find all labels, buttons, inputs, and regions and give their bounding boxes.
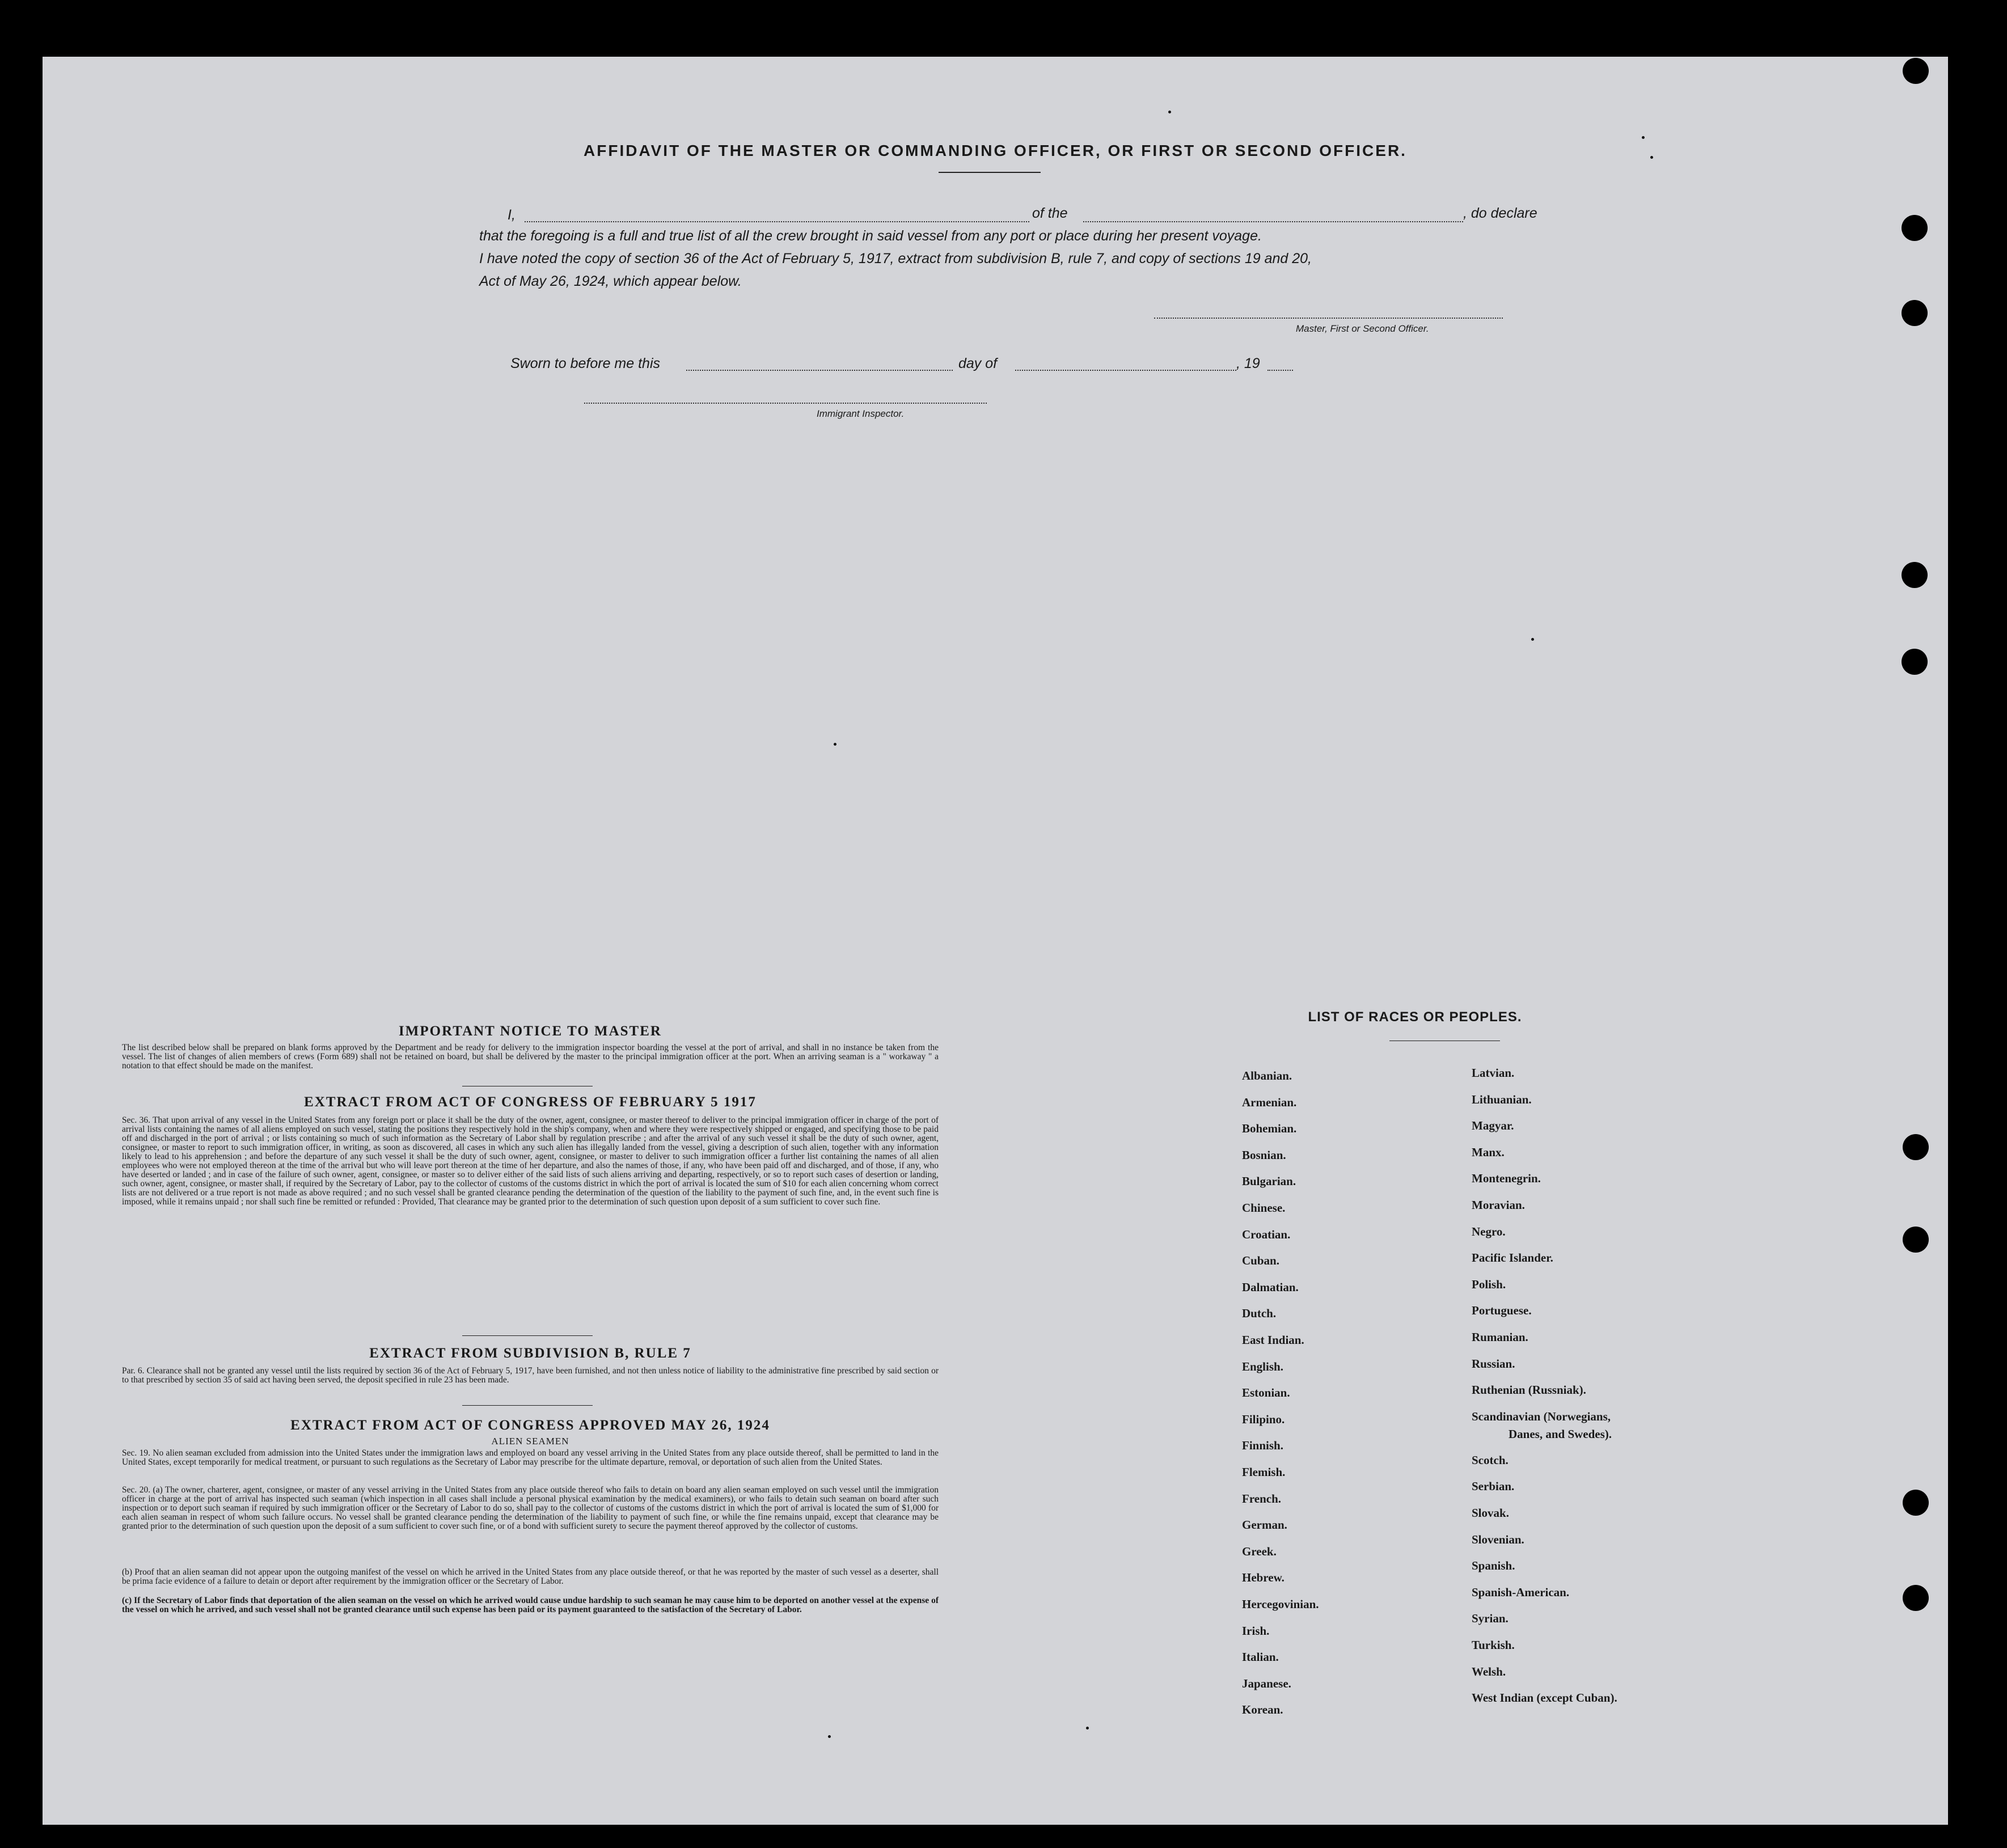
rule7-divider: [462, 1405, 593, 1406]
race-item: Spanish-American.: [1472, 1585, 1570, 1599]
speck: [1168, 111, 1171, 113]
race-item: Rumanian.: [1472, 1330, 1528, 1344]
race-item: Irish.: [1242, 1623, 1270, 1638]
race-item: Syrian.: [1472, 1612, 1509, 1626]
name-blank[interactable]: [525, 221, 1029, 222]
extract-1924-title: EXTRACT FROM ACT OF CONGRESS APPROVED MAY 26, 1924: [290, 1418, 770, 1433]
extract-1917-text: Sec. 36. That upon arrival of any vessel in the United States from any foreign port or place it shall be the duty of the owner, agent, consignee, or master thereof to deliver to the principal immigration officer in charge of the port of arrival lists containing the names of all aliens employed on such vessel, stating the positions they respectively hold in the ship's company, when and where they were respectively shipped or engaged, and specifying those to be paid off and discharged in the port of arrival ; or lists containing so much of such information as the Secretary of Labor shall by regulation prescribe ; and after the arrival of any such vessel it shall be the duty of such owner, agent, consignee, or master to report to such immigration officer, in writing, as soon as discovered, all cases in which any such alien has illegally landed from the vessel, giving a description of such alien, together with any information likely to lead to his apprehension ; and before the departure of any such vessel it shall be the duty of such owner, agent, consignee, or master to deliver to such immigration officer a further list containing the names of all alien employees who were not employed thereon at the time of the arrival but who will leave port thereon at the time of her departure, and also the names of those, if any, who have been paid off and discharged, and of those, if any, who have deserted or landed ; and in case of the failure of such owner, agent, consignee, or master so to deliver either of the said lists of such aliens arriving and departing, respectively, or so to report such cases of desertion or landing, such owner, agent, consignee, or master shall, if required by the Secretary of Labor, pay to the collector of customs of the customs district in which the port of arrival is located the sum of $10 for each alien concerning whom correct lists are not delivered or a true report is not made as above required ; and no such vessel shall be granted clearance pending the determination of the question of the liability to the payment of such fine, and, in the event such fine is imposed, while it remains unpaid ; nor shall such fine be remitted or refunded : Provided, That clearance may be granted prior to the determination of such question upon deposit of a sum sufficient to cover such fine.: [122, 1115, 939, 1207]
race-item: Spanish.: [1472, 1559, 1515, 1573]
punch-hole: [1903, 1134, 1929, 1160]
race-item: Welsh.: [1472, 1664, 1506, 1678]
of-the-label: of the: [1032, 205, 1068, 221]
do-declare-label: , do declare: [1463, 205, 1537, 221]
race-item: Polish.: [1472, 1277, 1506, 1291]
speck: [1642, 136, 1645, 139]
year-label: , 19: [1236, 356, 1260, 371]
race-item: Cuban.: [1242, 1254, 1279, 1268]
race-item: Dalmatian.: [1242, 1280, 1299, 1294]
race-item: German.: [1242, 1518, 1287, 1532]
day-blank[interactable]: [686, 370, 953, 371]
speck: [1531, 638, 1534, 641]
speck: [1650, 156, 1653, 159]
race-item: Portuguese.: [1472, 1304, 1532, 1318]
document-page: [43, 57, 1948, 1825]
punch-hole: [1902, 649, 1928, 675]
year-blank[interactable]: [1267, 370, 1293, 371]
race-item: Croatian.: [1242, 1227, 1291, 1241]
race-item: Pacific Islander.: [1472, 1251, 1553, 1265]
race-item: Ruthenian (Russniak).: [1472, 1383, 1586, 1397]
race-item: Magyar.: [1472, 1119, 1514, 1133]
race-item: Bosnian.: [1242, 1148, 1286, 1162]
race-item: Estonian.: [1242, 1386, 1290, 1400]
race-item: Filipino.: [1242, 1412, 1285, 1426]
inspector-label: Immigrant Inspector.: [817, 408, 905, 419]
race-item: Korean.: [1242, 1703, 1283, 1717]
affidavit-lead: I,: [508, 207, 516, 223]
race-item: Negro.: [1472, 1224, 1506, 1238]
race-item: Hercegovinian.: [1242, 1597, 1319, 1611]
race-item: Slovenian.: [1472, 1532, 1524, 1546]
race-item: Montenegrin.: [1472, 1172, 1541, 1186]
race-item: Bulgarian.: [1242, 1174, 1296, 1189]
race-item: West Indian (except Cuban).: [1472, 1691, 1617, 1705]
affidavit-line-3: I have noted the copy of section 36 of the Act of February 5, 1917, extract from subdivision B, rule 7, and copy of sections 19 and 20,: [479, 251, 1312, 267]
speck: [1086, 1727, 1089, 1729]
day-of-label: day of: [958, 356, 998, 371]
races-title: LIST OF RACES OR PEOPLES.: [1308, 1009, 1522, 1025]
sec20b-text: (b) Proof that an alien seaman did not appear upon the outgoing manifest of the vessel on which he arrived in the United States from any place outside thereof, or that he was reported by the master of such vessel as a deserter, shall be prima facie evidence of a failure to detain or deport after requirement by the immigration officer or the Secretary of Labor.: [122, 1567, 939, 1586]
punch-hole: [1902, 562, 1928, 588]
race-item: Chinese.: [1242, 1201, 1286, 1215]
inspector-blank[interactable]: [584, 403, 987, 404]
race-item: French.: [1242, 1491, 1282, 1506]
race-item: East Indian.: [1242, 1333, 1304, 1347]
race-item: Italian.: [1242, 1650, 1279, 1664]
race-item: Armenian.: [1242, 1095, 1297, 1109]
race-item: Russian.: [1472, 1356, 1515, 1371]
notice-title: IMPORTANT NOTICE TO MASTER: [399, 1024, 662, 1039]
punch-hole: [1903, 1585, 1929, 1611]
rule7-title: EXTRACT FROM SUBDIVISION B, RULE 7: [369, 1346, 691, 1361]
punch-hole: [1902, 300, 1928, 326]
race-item: Serbian.: [1472, 1479, 1515, 1494]
race-item: Scotch.: [1472, 1453, 1509, 1467]
race-item: Dutch.: [1242, 1306, 1277, 1321]
sworn-label: Sworn to before me this: [510, 356, 661, 371]
race-item: Danes, and Swedes).: [1509, 1427, 1612, 1441]
notice-text: The list described below shall be prepared on blank forms approved by the Department and be ready for delivery to the immigration inspector boarding the vessel at the port of arrival, and shall in no instance be taken from the vessel. The list of changes of alien members of crews (Form 689) shall not be retained on board, but shall be delivered by the master to the principal immigration officer at the port. When an arriving seaman is a " workaway " a notation to that effect should be made on the manifest.: [122, 1043, 939, 1071]
punch-hole: [1903, 58, 1929, 84]
signature-label: Master, First or Second Officer.: [1296, 323, 1429, 334]
sec20a-text: Sec. 20. (a) The owner, charterer, agent, consignee, or master of any vessel arriving in the United States from any place outside thereof who fails to detain on board any alien seaman employed on such vessel until the immigration officer in charge at the port of arrival has inspected such seaman (which inspection in all cases shall include a personal physical examination by the medical examiners), or who fails to detain such seaman on board after such inspection or to deport such seaman if required by such immigration officer or the Secretary of Labor to do so, shall pay to the collector of customs of the customs district in which the port of arrival is located the sum of $1,000 for each alien seaman in respect of whom such failure occurs. No vessel shall be granted clearance pending the determination of the liability to payment of such fine, or while the fine remains unpaid, except that clearance may be granted prior to the determination of such question upon the deposit of a sum sufficient to cover such fine, or of a bond with sufficient surety to secure the payment thereof approved by the collector of customs.: [122, 1485, 939, 1531]
race-item: Slovak.: [1472, 1506, 1509, 1520]
extract-1917-title: EXTRACT FROM ACT OF CONGRESS OF FEBRUARY 5 1917: [304, 1094, 757, 1110]
race-item: Turkish.: [1472, 1638, 1515, 1652]
speck: [828, 1735, 831, 1738]
vessel-blank[interactable]: [1083, 221, 1463, 222]
affidavit-title: AFFIDAVIT OF THE MASTER OR COMMANDING OFFICER, OR FIRST OR SECOND OFFICER.: [584, 142, 1407, 159]
race-item: Finnish.: [1242, 1439, 1283, 1453]
race-item: Lithuanian.: [1472, 1092, 1532, 1106]
extract-1917-divider: [462, 1335, 593, 1336]
race-item: Scandinavian (Norwegians,: [1472, 1409, 1611, 1423]
race-item: Albanian.: [1242, 1069, 1292, 1082]
punch-hole: [1902, 215, 1928, 241]
sec19-text: Sec. 19. No alien seaman excluded from admission into the United States under the immigration laws and employed on board any vessel arriving in the United States from any place outside thereof, shall be permitted to land in the United States, except temporarily for medical treatment, or pursuant to such regulations as the Secretary of Labor may prescribe for the ultimate departure, removal, or deportation of such alien from the United States.: [122, 1448, 939, 1467]
race-item: Moravian.: [1472, 1198, 1525, 1212]
race-item: Bohemian.: [1242, 1122, 1297, 1136]
race-item: Latvian.: [1472, 1066, 1515, 1080]
race-item: Manx.: [1472, 1145, 1505, 1159]
speck: [834, 743, 836, 746]
race-item: Flemish.: [1242, 1465, 1286, 1479]
title-divider: [939, 172, 1041, 173]
race-item: Hebrew.: [1242, 1571, 1285, 1585]
month-blank[interactable]: [1015, 370, 1236, 371]
punch-hole: [1903, 1490, 1929, 1516]
rule7-text: Par. 6. Clearance shall not be granted any vessel until the lists required by section 36 of the Act of February 5, 1917, have been furnished, and not then unless notice of liability to the administrative fine prescribed by said section or to that prescribed by section 35 of said act having been served, the deposit specified in rule 23 has been made.: [122, 1366, 939, 1385]
alien-seamen-subtitle: ALIEN SEAMEN: [491, 1436, 569, 1447]
sec20c-text: (c) If the Secretary of Labor finds that deportation of the alien seaman on the vessel on which he arrived would cause undue hardship to such seaman he may cause him to be deported on another vessel at the expense of the vessel on which he arrived, and such vessel shall not be granted clearance until such expense has been paid or its payment guaranteed to the satisfaction of the Secretary of Labor.: [122, 1596, 939, 1614]
signature-blank[interactable]: [1154, 318, 1503, 319]
race-item: English.: [1242, 1359, 1283, 1373]
affidavit-line-2: that the foregoing is a full and true list of all the crew brought in said vessel from any port or place during her present voyage.: [479, 228, 1262, 244]
race-item: Greek.: [1242, 1544, 1277, 1558]
punch-hole: [1903, 1227, 1929, 1253]
race-item: Japanese.: [1242, 1676, 1291, 1690]
affidavit-line-4: Act of May 26, 1924, which appear below.: [479, 273, 742, 289]
